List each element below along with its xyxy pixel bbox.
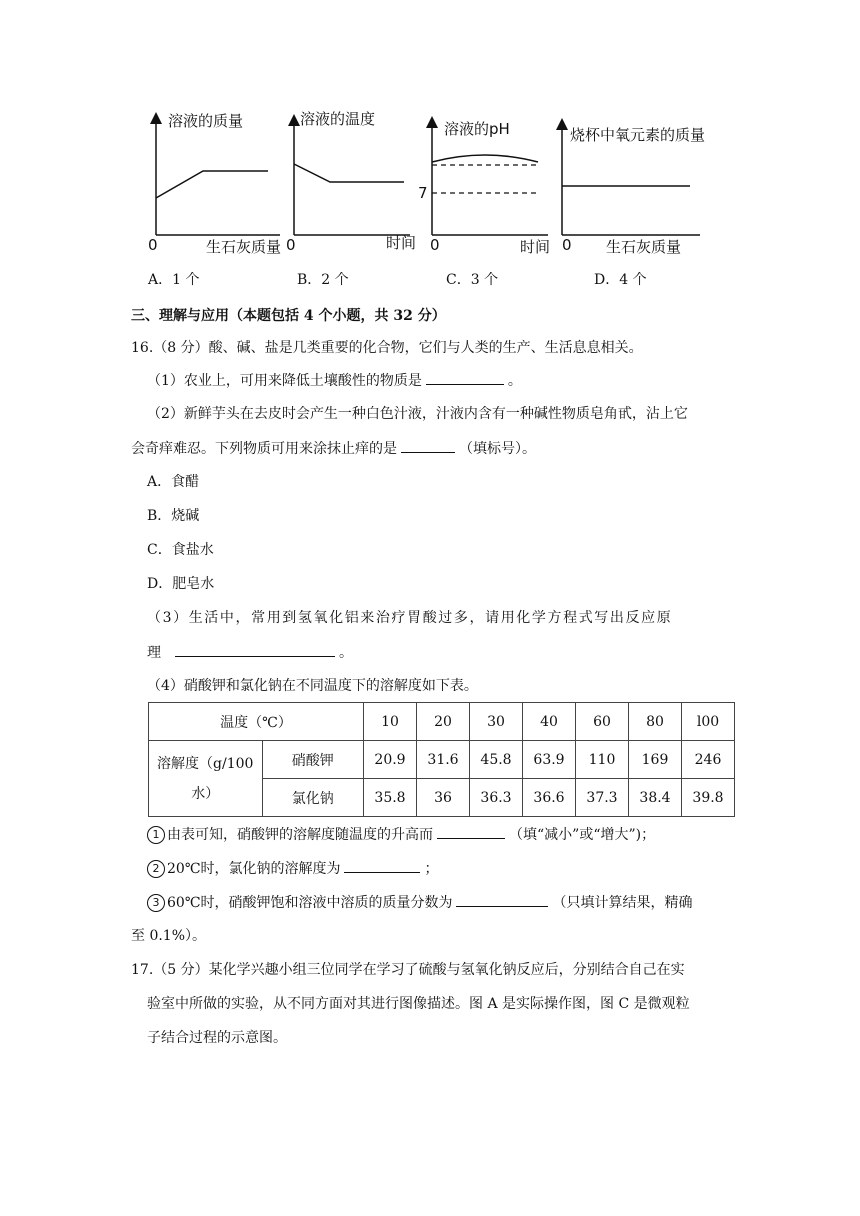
graph-solution-temperature bbox=[294, 120, 410, 235]
table-row bbox=[149, 741, 735, 779]
graph1-ylabel: 溶液的质量 bbox=[168, 112, 244, 130]
q16-option-c: C．食盐水 bbox=[147, 542, 214, 558]
q16-stem: 16.（8 分）酸、碱、盐是几类重要的化合物，它们与人类的生产、生活息息相关。 bbox=[131, 340, 643, 356]
choice-d: D．4 个 bbox=[594, 272, 647, 288]
q16-sub2: 2 20℃时，氯化钠的溶解度为 ； bbox=[147, 858, 438, 879]
answer-blank[interactable] bbox=[344, 858, 420, 873]
solubility-table bbox=[148, 702, 735, 817]
graph2-origin: 0 bbox=[286, 236, 296, 254]
q17-line3: 子结合过程的示意图。 bbox=[147, 1030, 287, 1046]
value-cell: 35.8 bbox=[364, 779, 417, 817]
temp-cell: 60 bbox=[576, 703, 629, 741]
q16-option-b: B．烧碱 bbox=[147, 508, 200, 524]
q16-sub1: 1 由表可知，硝酸钾的溶解度随温度的升高而 （填“减小”或“增大”)； bbox=[147, 824, 655, 845]
value-cell: 63.9 bbox=[523, 741, 576, 779]
row-name-kno3: 硝酸钾 bbox=[262, 741, 363, 779]
q16-sub3-line1: 3 60℃时，硝酸钾饱和溶液中溶质的质量分数为 （只填计算结果，精确 bbox=[147, 892, 692, 913]
q17-line2: 验室中所做的实验，从不同方面对其进行图像描述。图 A 是实际操作图，图 C 是微观粒 bbox=[147, 996, 690, 1012]
q17-line1: 17.（5 分）某化学兴趣小组三位同学在学习了硫酸与氢氧化钠反应后，分别结合自己在实 bbox=[131, 962, 685, 978]
q16-part3-line2: 理 。 bbox=[147, 642, 353, 663]
temp-cell: 30 bbox=[470, 703, 523, 741]
q16-option-d: D．肥皂水 bbox=[147, 576, 215, 592]
temp-cell: l00 bbox=[682, 703, 735, 741]
row-name-nacl: 氯化钠 bbox=[262, 779, 363, 817]
value-cell: 38.4 bbox=[629, 779, 682, 817]
graph1-xlabel: 生石灰质量 bbox=[206, 238, 282, 256]
curve bbox=[294, 164, 404, 182]
table-header-row bbox=[149, 703, 735, 741]
q16-option-a: A．食醋 bbox=[147, 474, 200, 490]
graph4-ylabel: 烧杯中氧元素的质量 bbox=[570, 126, 706, 144]
circled-number-2: 2 bbox=[147, 860, 165, 878]
graph3-xlabel: 时间 bbox=[520, 238, 551, 256]
value-cell: 31.6 bbox=[417, 741, 470, 779]
value-cell: 36.3 bbox=[470, 779, 523, 817]
q16-part4: （4）硝酸钾和氯化钠在不同温度下的溶解度如下表。 bbox=[147, 678, 478, 694]
graph1-origin: 0 bbox=[148, 236, 158, 254]
q16-part1: （1）农业上，可用来降低土壤酸性的物质是 。 bbox=[147, 370, 522, 391]
q16-part2-line1: （2）新鲜芋头在去皮时会产生一种白色汁液，汁液内含有一种碱性物质皂角甙，沾上它 bbox=[147, 406, 688, 422]
solubility-group-label: 溶解度（g/100 水） bbox=[149, 741, 263, 817]
q16-sub3-line2: 至 0.1%）。 bbox=[131, 928, 207, 944]
graph3-tick-7: 7 bbox=[418, 184, 428, 202]
graph-solution-mass bbox=[156, 118, 280, 235]
graph3-origin: 0 bbox=[430, 236, 440, 254]
value-cell: 36 bbox=[417, 779, 470, 817]
graph2-xlabel: 时间 bbox=[386, 234, 417, 252]
temp-cell: 10 bbox=[364, 703, 417, 741]
answer-blank[interactable] bbox=[401, 438, 455, 453]
value-cell: 37.3 bbox=[576, 779, 629, 817]
circled-number-1: 1 bbox=[147, 826, 165, 844]
section-title: 三、理解与应用（本题包括 4 个小题，共 32 分） bbox=[131, 308, 446, 324]
value-cell: 36.6 bbox=[523, 779, 576, 817]
temp-cell: 20 bbox=[417, 703, 470, 741]
answer-blank[interactable] bbox=[456, 892, 548, 907]
choice-c: C．3 个 bbox=[446, 272, 499, 288]
answer-blank[interactable] bbox=[175, 642, 335, 657]
circled-number-3: 3 bbox=[147, 894, 165, 912]
graph2-ylabel: 溶液的温度 bbox=[300, 110, 376, 128]
temp-cell: 80 bbox=[629, 703, 682, 741]
curve bbox=[432, 155, 538, 162]
curve bbox=[156, 171, 268, 198]
value-cell: 246 bbox=[682, 741, 735, 779]
temperature-header: 温度（℃） bbox=[149, 703, 364, 741]
graph3-ylabel: 溶液的pH bbox=[444, 120, 510, 138]
temp-cell: 40 bbox=[523, 703, 576, 741]
value-cell: 45.8 bbox=[470, 741, 523, 779]
value-cell: 169 bbox=[629, 741, 682, 779]
choice-a: A．1 个 bbox=[148, 272, 200, 288]
value-cell: 39.8 bbox=[682, 779, 735, 817]
answer-blank[interactable] bbox=[426, 370, 504, 385]
choice-b: B．2 个 bbox=[297, 272, 349, 288]
value-cell: 110 bbox=[576, 741, 629, 779]
graph4-xlabel: 生石灰质量 bbox=[606, 238, 682, 256]
q16-part2-line2: 会奇痒难忍。下列物质可用来涂抹止痒的是 （填标号）。 bbox=[131, 438, 536, 459]
value-cell: 20.9 bbox=[364, 741, 417, 779]
q16-part3-line1: （3）生活中，常用到氢氧化铝来治疗胃酸过多，请用化学方程式写出反应原 bbox=[147, 610, 673, 626]
graph4-origin: 0 bbox=[562, 236, 572, 254]
answer-blank[interactable] bbox=[437, 824, 505, 839]
